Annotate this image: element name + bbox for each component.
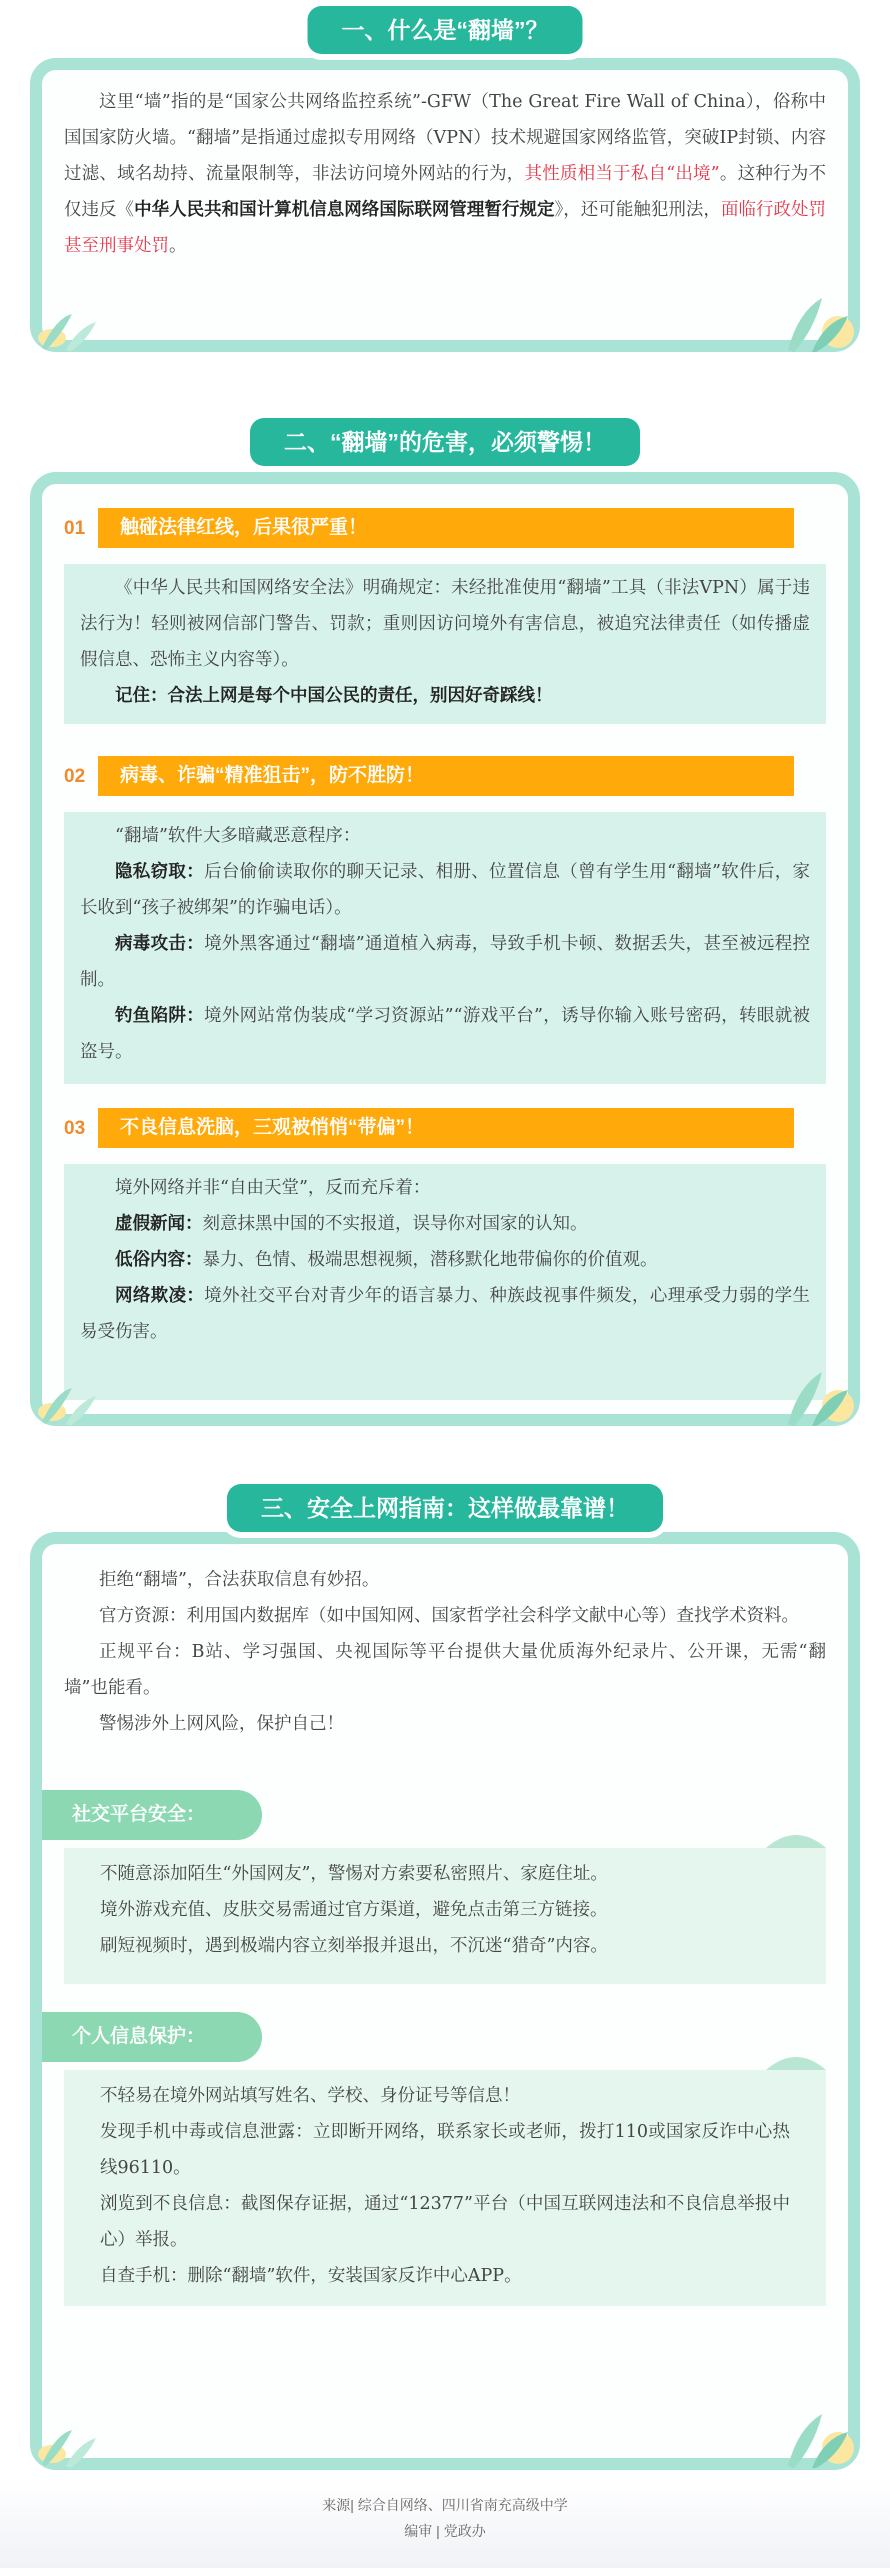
privacy-line-3: 浏览到不良信息：截图保存证据，通过“12377”平台（中国互联网违法和不良信息举报中心）举报。 xyxy=(100,2194,790,2250)
danger-1-number: 01 xyxy=(64,518,86,539)
section1-title: 一、什么是“翻墙”？ xyxy=(308,6,583,54)
danger-2-line-1 xyxy=(80,818,810,854)
danger-3-line-2-label: 虚假新闻： xyxy=(115,1214,203,1234)
privacy-line-2: 发现手机中毒或信息泄露：立即断开网络，联系家长或老师，拨打110或国家反诈中心热线96110。 xyxy=(100,2122,790,2178)
social-line-2: 境外游戏充值、皮肤交易需通过官方渠道，避免点击第三方链接。 xyxy=(100,1900,608,1920)
section-what-is-fanqiang xyxy=(30,0,860,352)
hill-icon xyxy=(766,1828,826,1848)
footer xyxy=(0,2478,890,2568)
danger-3-number: 03 xyxy=(64,1118,86,1139)
danger-3-line-3-label: 低俗内容： xyxy=(115,1250,203,1270)
danger-2-line-1-text: “翻墙”软件大多暗藏恶意程序： xyxy=(115,826,361,846)
danger-2-line-2-text: 后台偷偷读取你的聊天记录、相册、位置信息（曾有学生用“翻墙”软件后，家长收到“孩子被绑架”的诈骗电话）。 xyxy=(80,862,811,918)
guide-intro-line-4: 警惕涉外上网风险，保护自己！ xyxy=(99,1714,344,1734)
section1-frame xyxy=(30,58,860,352)
hill-icon xyxy=(766,2050,826,2070)
danger-2-line-4-label: 钓鱼陷阱： xyxy=(115,1006,205,1026)
leaf-right-icon xyxy=(768,1366,858,1426)
danger-1-box xyxy=(64,564,826,724)
section-safety-guide xyxy=(30,1484,860,2470)
social-line-3: 刷短视频时，遇到极端内容立刻举报并退出，不沉迷“猎奇”内容。 xyxy=(100,1936,608,1956)
section1-highlight-1: 其性质相当于私自“出境” xyxy=(524,164,720,184)
section2-title: 二、“翻墙”的危害，必须警惕！ xyxy=(250,418,640,466)
danger-2-heading: 病毒、诈骗“精准狙击”，防不胜防！ xyxy=(98,756,794,796)
social-safety-box xyxy=(64,1848,826,1984)
danger-2-line-2 xyxy=(80,854,810,926)
section-dangers xyxy=(30,410,860,1426)
danger-2-line-4 xyxy=(80,998,810,1070)
social-line-1: 不随意添加陌生“外国网友”，警惕对方索要私密照片、家庭住址。 xyxy=(100,1864,608,1884)
danger-3-line-3-text: 暴力、色情、极端思想视频，潜移默化地带偏你的价值观。 xyxy=(202,1250,658,1270)
danger-2-line-3-text: 境外黑客通过“翻墙”通道植入病毒，导致手机卡顿、数据丢失，甚至被远程控制。 xyxy=(80,934,811,990)
privacy-line-1: 不轻易在境外网站填写姓名、学校、身份证号等信息！ xyxy=(100,2086,520,2106)
leaf-left-icon xyxy=(32,308,112,352)
section3-title: 三、安全上网指南：这样做最靠谱！ xyxy=(227,1484,663,1532)
guide-intro xyxy=(64,1562,826,1742)
danger-2-line-4-text: 境外网站常伪装成“学习资源站”“游戏平台”，诱导你输入账号密码，转眼就被盗号。 xyxy=(80,1006,811,1062)
danger-3-line-2 xyxy=(80,1206,810,1242)
danger-1-line-2-text: 合法上网是每个中国公民的责任，别因好奇踩线！ xyxy=(167,686,553,706)
leaf-right-icon xyxy=(768,292,858,352)
danger-3-line-3 xyxy=(80,1242,810,1278)
section1-text-b: 。这种行为不仅违反《 xyxy=(64,164,826,220)
section3-frame xyxy=(30,1532,860,2470)
section1-paragraph xyxy=(64,84,826,264)
danger-1-line-1 xyxy=(80,570,810,678)
section1-text-a: 这里“墙”指的是“国家公共网络监控系统”-GFW（The Great Fire Wall of China），俗称中国国家防火墙。“翻墙”是指通过虚拟专用网络（VPN）技术规避国家网络监管，突破IP封锁、内容过滤、域名劫持、流量限制等，非法访问境外网站的行为， xyxy=(64,92,826,184)
privacy-protection-label: 个人信息保护： xyxy=(42,2012,262,2062)
footer-source: 来源| 综合自网络、四川省南充高级中学 xyxy=(322,2497,568,2513)
danger-2-line-2-label: 隐私窃取： xyxy=(115,862,205,882)
danger-3-heading: 不良信息洗脑，三观被悄悄“带偏”！ xyxy=(98,1108,794,1148)
danger-2-number: 02 xyxy=(64,766,86,787)
social-safety-label: 社交平台安全： xyxy=(42,1790,262,1840)
leaf-right-icon xyxy=(768,2408,858,2468)
guide-intro-line-1: 拒绝“翻墙”，合法获取信息有妙招。 xyxy=(99,1570,380,1590)
section1-text-c: 》，还可能触犯刑法， xyxy=(554,200,721,220)
danger-3-line-1 xyxy=(80,1170,810,1206)
danger-3-line-4-text: 境外社交平台对青少年的语言暴力、种族歧视事件频发，心理承受力弱的学生易受伤害。 xyxy=(80,1286,811,1342)
section1-text-d: 。 xyxy=(169,236,187,256)
privacy-line-4: 自查手机：删除“翻墙”软件，安装国家反诈中心APP。 xyxy=(100,2266,522,2286)
privacy-protection-box xyxy=(64,2070,826,2306)
section1-law-name: 中华人民共和国计算机信息网络国际联网管理暂行规定 xyxy=(134,200,555,220)
danger-3-line-1-text: 境外网络并非“自由天堂”，反而充斥着： xyxy=(115,1178,431,1198)
section1-highlight-2: 面临行政处罚甚至刑事处罚 xyxy=(64,200,827,256)
leaf-left-icon xyxy=(32,1382,112,1426)
section2-frame xyxy=(30,472,860,1426)
danger-2-box xyxy=(64,812,826,1084)
danger-2-line-3-label: 病毒攻击： xyxy=(115,934,205,954)
danger-3-line-4 xyxy=(80,1278,810,1350)
danger-1-line-1-text: 《中华人民共和国网络安全法》明确规定：未经批准使用“翻墙”工具（非法VPN）属于违法行为！轻则被网信部门警告、罚款；重则因访问境外有害信息，被追究法律责任（如传播虚假信息、恐怖主义内容等）。 xyxy=(80,578,810,670)
guide-intro-line-3: 正规平台：B站、学习强国、央视国际等平台提供大量优质海外纪录片、公开课，无需“翻墙”也能看。 xyxy=(64,1642,826,1698)
guide-intro-line-2: 官方资源：利用国内数据库（如中国知网、国家哲学社会科学文献中心等）查找学术资料。 xyxy=(99,1606,799,1626)
footer-editor: 编审 | 党政办 xyxy=(404,2523,486,2539)
danger-1-line-2-label: 记住： xyxy=(115,686,168,706)
danger-3-line-2-text: 刻意抹黑中国的不实报道，误导你对国家的认知。 xyxy=(202,1214,588,1234)
danger-2-line-3 xyxy=(80,926,810,998)
danger-1-line-2 xyxy=(80,678,810,714)
danger-3-line-4-label: 网络欺凌： xyxy=(115,1286,205,1306)
leaf-left-icon xyxy=(32,2424,112,2468)
danger-3-box xyxy=(64,1164,826,1400)
danger-1-heading: 触碰法律红线，后果很严重！ xyxy=(98,508,794,548)
